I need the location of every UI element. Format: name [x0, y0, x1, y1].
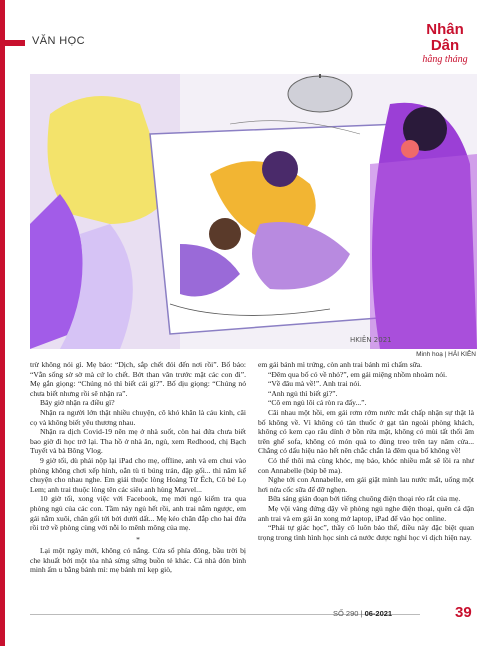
paragraph: Mẹ vội vàng đứng dậy về phòng ngủ nghe điện thoại, quên cả dặn anh trai và em gái ăn xong mở laptop, iPad để vào học online. [258, 503, 474, 523]
paragraph: Có thể thôi mà cùng khóc, mẹ bảo, khóc nhiều mắt sẽ lồi ra như con Annabelle (búp bê ma). [258, 455, 474, 475]
paragraph: “Phải tự giác học”, thầy cô luôn bảo thế, điều này đặc biệt quan trọng trong tình hình học sinh cả nước được nghỉ học vì dịch hiện nay. [258, 523, 474, 542]
brand-subtitle: hằng tháng [422, 54, 468, 65]
paragraph: Lại một ngày mới, không có nắng. Cửa sổ phía đông, bầu trời bị che khuất bởi một tòa nhà sừng sững buồn tẻ khác. Cả nhà đón bình minh ấm u bằng bánh mì: mẹ bánh mì kẹp giò, [30, 546, 246, 575]
paragraph: Bây giờ nhận ra điều gì? [40, 398, 115, 408]
paragraph: Nhận ra người lớn thật nhiều chuyện, cô khó khăn là cáu kỉnh, cãi cọ và không biết yêu thương nhau. [30, 407, 246, 427]
illustration-credit: Minh hoạ | HẢI KIÊN [416, 351, 476, 358]
paragraph: “Đêm qua bố có về nhỏ?”, em gái miệng nhồm nhoàm nói. [268, 369, 448, 379]
left-column [30, 360, 246, 575]
section-label: VĂN HỌC [32, 35, 85, 47]
page-number: 39 [455, 604, 472, 621]
paragraph: trừ không nói gì. Mẹ bảo: “Dịch, sắp chết đói đến nơi rồi”. Bố bảo: “Vẫn sống sờ sờ mà cứ lo chết. Bớt than vãn trước mặt các con đi”. Mẹ gắn giọng: “Chúng nó thì biết cái gì?”. Bố dịu giọng: “Chúng nó chưa biết nhưng rồi sẽ nhận ra”. [30, 360, 246, 398]
page-footer [0, 606, 500, 626]
issue-number: SỐ 290 | [333, 609, 363, 618]
paragraph: em gái bánh mì trứng, còn anh trai bánh mì chấm sữa. [258, 360, 423, 369]
illustration-signature: HKIÊN 2021 [350, 336, 392, 344]
paragraph: 9 giờ tối, dù phải nộp lại iPad cho mẹ, offline, anh và em chui vào phòng không chơi xếp hình, oẳn tù tì búng trán, đập gối... thì năm kể chuyện cho nhau nghe. Em giải thuộc lòng Hoàng Tử Ếch, Cô bé Lọ Lem; anh trai thuộc lòng tên các siêu anh hùng Marvel... [30, 455, 246, 494]
page-header [0, 0, 500, 65]
paragraph: Cãi nhau một hồi, em gái rơm rớm nước mắt chấp nhận sự thật là bố không về. Vì không có tàn thuốc ở gạt tàn ngoài phòng khách, không có kem cạo râu dính ở bồn rửa mặt, không có mùi tất thối âm trên ghế sofa, không có món quà to đùng treo trên tay năm cửa... Chẳng có dấu hiệu nào hết nên chắc chắn là đêm qua bố không về! [258, 407, 474, 456]
paragraph: 10 giờ tối, xong việc với Facebook, mẹ mới ngó kiếm tra qua phòng ngủ của các con. Tầm này ngủ hết rồi, anh trai nằm ngược, em gái nằm xuôi, chân gối tới bởi dưới dất... Mẹ kéo chăn đắp cho hai đứa rồi trở về phòng cùng với nỗi lo mênh mông của mẹ. [30, 494, 246, 533]
section-marker [5, 40, 25, 46]
paragraph: “Cô em ngủ lôi cả ròn ra đấy...”. [268, 398, 367, 408]
paragraph: Nhận ra dịch Covid-19 nên mẹ ở nhà suốt, còn hai đứa chưa biết bao giờ đi học trở lại. Tha hồ ở nhà ăn, ngủ, xem Redhood, chị Bạch Tuyết và bà Bông Vlog. [30, 427, 246, 456]
page-edge-stripe [0, 0, 5, 646]
paragraph: Bữa sáng giản đoạn bởi tiếng chuông điện thoại réo rắt của mẹ. [268, 494, 461, 504]
brand-logo [412, 22, 478, 66]
paragraph: Nghe tới con Annabelle, em gái giật mình lau nước mắt, uống một hơi nửa cốc sữa để đỡ nghẹn. [258, 475, 474, 494]
paragraph: “Về đâu mà về!”. Anh trai nói. [268, 379, 362, 389]
illustration-drawing [30, 74, 477, 349]
section-break: * [136, 534, 140, 544]
story-illustration [30, 74, 477, 349]
issue-date: 06-2021 [364, 609, 393, 618]
right-column [258, 360, 474, 542]
brand-name: Nhân Dân [426, 21, 464, 54]
issue-info [333, 609, 392, 618]
paragraph: “Anh ngủ thì biết gì?”. [268, 388, 338, 398]
